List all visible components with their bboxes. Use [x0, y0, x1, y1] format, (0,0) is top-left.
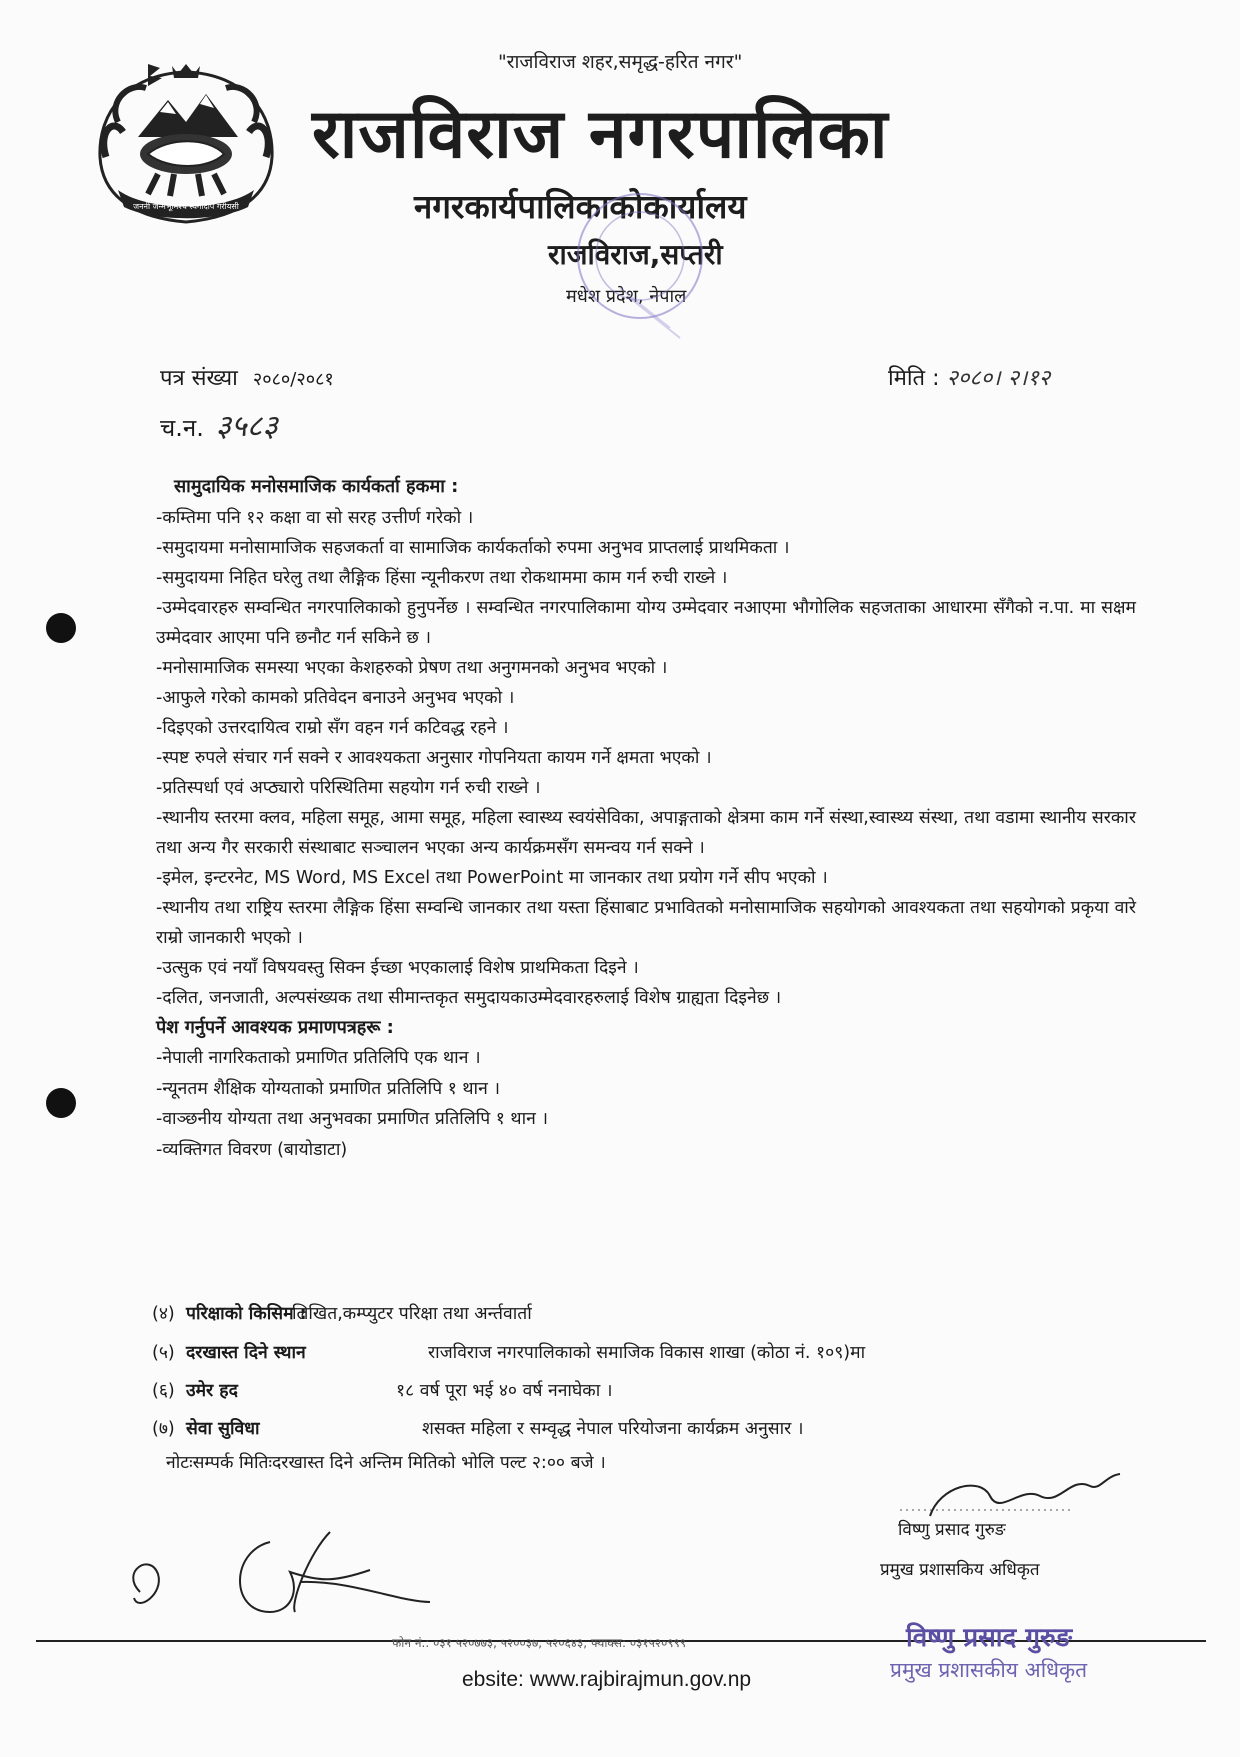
date-value: २०८०। २।१२	[946, 366, 1051, 391]
detail-value: शसक्त महिला र सम्वृद्ध नेपाल परियोजना कार्यक्रम अनुसार ।	[422, 1419, 804, 1439]
detail-row	[152, 1416, 804, 1440]
dispatch-number-value: ३५८३	[215, 409, 278, 444]
requirement-item: -उम्मेदवारहरु सम्वन्धित नगरपालिकाको हुनुपर्नेछ । सम्वन्धित नगरपालिकामा योग्य उम्मेदवार नआएमा भौगोलिक सहजताका आधारमा सँगैको न.पा. मा सक्षम उम्मेदवार आएमा पनि छनौट गर्न सकिने छ ।	[156, 597, 1136, 648]
documents-title: पेश गर्नुपर्ने आवश्यक प्रमाणपत्रहरू :	[156, 1016, 394, 1038]
detail-value: राजविराज नगरपालिकाको समाजिक विकास शाखा (कोठा नं. १०९)मा	[428, 1343, 866, 1363]
province-title: मधेश प्रदेश, नेपाल	[566, 286, 687, 307]
office-seal-stamp	[560, 178, 720, 378]
requirement-item: -स्थानीय तथा राष्ट्रिय स्तरमा लैङ्गिक हिंसा सम्वन्धि जानकार तथा यस्ता हिंसाबाट प्रभावितको मनोसामाजिक सहयोगको आवश्यकता तथा सहयोगको प्रकृया वारे राम्रो जानकारी भएको ।	[156, 897, 1136, 948]
requirement-item: -समुदायमा मनोसामाजिक सहजकर्ता वा सामाजिक कार्यकर्ताको रुपमा अनुभव प्राप्तलाई प्राथमिकता ।	[156, 537, 790, 558]
detail-label: परिक्षाको किसिम :	[186, 1304, 307, 1324]
slogan: "राजविराज शहर,समृद्ध-हरित नगर"	[498, 51, 743, 73]
city-title: राजविराज,सप्तरी	[548, 238, 723, 271]
signatory-name: विष्णु प्रसाद गुरुङ	[898, 1520, 1006, 1540]
requirement-item: -स्पष्ट रुपले संचार गर्न सक्ने र आवश्यकता अनुसार गोपनियता कायम गर्ने क्षमता भएको ।	[156, 747, 712, 768]
nepal-emblem-logo	[88, 62, 284, 227]
emblem-motto: जननी जन्मभूमिश्च स्वर्गादपि गरीयसी	[133, 202, 239, 211]
requirements-list	[156, 503, 1136, 1013]
document-item: -वाञ्छनीय योग्यता तथा अनुभवका प्रमाणित प्रतिलिपि १ थान ।	[156, 1109, 549, 1129]
document-item: -नेपाली नागरिकताको प्रमाणित प्रतिलिपि एक थान ।	[156, 1048, 481, 1068]
punch-hole-bottom	[46, 1088, 76, 1118]
requirement-item: -इमेल, इन्टरनेट, MS Word, MS Excel तथा PowerPoint मा जानकार तथा प्रयोग गर्ने सीप भएको ।	[156, 867, 828, 888]
detail-value: १८ वर्ष पूरा भई ४० वर्ष ननाघेका ।	[396, 1381, 613, 1401]
requirement-item: -उत्सुक एवं नयाँ विषयवस्तु सिक्न ईच्छा भएकालाई विशेष प्राथमिकता दिइने ।	[156, 957, 639, 978]
detail-value: लिखित,कम्प्युटर परिक्षा तथा अर्न्तवार्ता	[292, 1304, 532, 1324]
requirement-item: -समुदायमा निहित घरेलु तथा लैङ्गिक हिंसा न्यूनीकरण तथा रोकथाममा काम गर्न रुची राख्ने ।	[156, 567, 728, 588]
detail-row	[152, 1301, 532, 1325]
requirement-item: -आफुले गरेको कामको प्रतिवेदन बनाउने अनुभव भएको ।	[156, 687, 515, 708]
requirement-item: -दिइएको उत्तरदायित्व राम्रो सँग वहन गर्न कटिवद्ध रहने ।	[156, 717, 509, 738]
letter-number-value: २०८०/२०८१	[252, 369, 334, 390]
note-text: नोटःसम्पर्क मितिःदरखास्त दिने अन्तिम मितिको भोलि पल्ट २:०० बजे ।	[166, 1453, 606, 1473]
handwritten-signature-left	[120, 1512, 440, 1630]
stamp-post: प्रमुख प्रशासकीय अधिकृत	[890, 1658, 1088, 1682]
documents-list	[156, 1043, 1136, 1165]
letter-body	[156, 472, 1136, 1165]
dispatch-number-label: च.न.	[160, 414, 204, 442]
letter-date	[888, 362, 1050, 392]
municipality-title: राजविराज नगरपालिका	[312, 95, 889, 174]
detail-number: (४)	[152, 1304, 175, 1324]
stamp-name: विष्णु प्रसाद गुरुङ	[906, 1623, 1073, 1653]
requirement-item: -प्रतिस्पर्धा एवं अप्ठ्यारो परिस्थितिमा सहयोग गर्न रुची राख्ने ।	[156, 777, 541, 798]
document-item: -न्यूनतम शैक्षिक योग्यताको प्रमाणित प्रतिलिपि १ थान ।	[156, 1078, 500, 1099]
requirement-item: -स्थानीय स्तरमा क्लव, महिला समूह, आमा समूह, महिला स्वास्थ्य स्वयंसेविका, अपाङ्गताको क्षेत्रमा काम गर्ने संस्था,स्वास्थ्य संस्था, तथा वडामा स्थानीय सरकार तथा अन्य गैर सरकारी संस्थाबाट सञ्चालन भएका अन्य कार्यक्रमसँग समन्वय गर्न सक्ने ।	[156, 807, 1136, 858]
requirement-item: -कम्तिमा पनि १२ कक्षा वा सो सरह उत्तीर्ण गरेको ।	[156, 507, 474, 528]
footer-phone: फोन नं.: ०३१ ५२०७७३, ५२००३७, ५२०६४३, फ्याक्स: ०३१५२०९९९	[392, 1636, 687, 1650]
punch-hole-top	[46, 613, 76, 643]
detail-label: दरखास्त दिने स्थान	[186, 1343, 306, 1363]
detail-number: (७)	[152, 1419, 175, 1439]
letter-number	[160, 362, 334, 392]
footer-website: ebsite: www.rajbirajmun.gov.np	[462, 1668, 752, 1691]
date-label: मिति :	[888, 366, 940, 391]
detail-row	[152, 1340, 866, 1364]
dispatch-number	[160, 404, 278, 445]
requirement-item: -दलित, जनजाती, अल्पसंख्यक तथा सीमान्तकृत समुदायकाउम्मेदवारहरुलाई विशेष ग्राह्यता दिइनेछ ।	[156, 987, 782, 1008]
requirements-title: सामुदायिक मनोसमाजिक कार्यकर्ता हकमा :	[174, 476, 459, 497]
signatory-post: प्रमुख प्रशासकिय अधिकृत	[880, 1560, 1040, 1580]
detail-label: उमेर हद	[186, 1381, 238, 1401]
office-title: नगरकार्यपालिकाकोकार्यालय	[414, 187, 747, 226]
detail-row	[152, 1378, 613, 1402]
document-item: -व्यक्तिगत विवरण (बायोडाटा)	[156, 1139, 348, 1160]
letter-number-label: पत्र संख्या	[160, 366, 238, 391]
detail-label: सेवा सुविधा	[186, 1419, 260, 1439]
requirement-item: -मनोसामाजिक समस्या भएका केशहरुको प्रेषण तथा अनुगमनको अनुभव भएको ।	[156, 657, 668, 678]
detail-number: (५)	[152, 1343, 175, 1363]
detail-number: (६)	[152, 1381, 175, 1401]
